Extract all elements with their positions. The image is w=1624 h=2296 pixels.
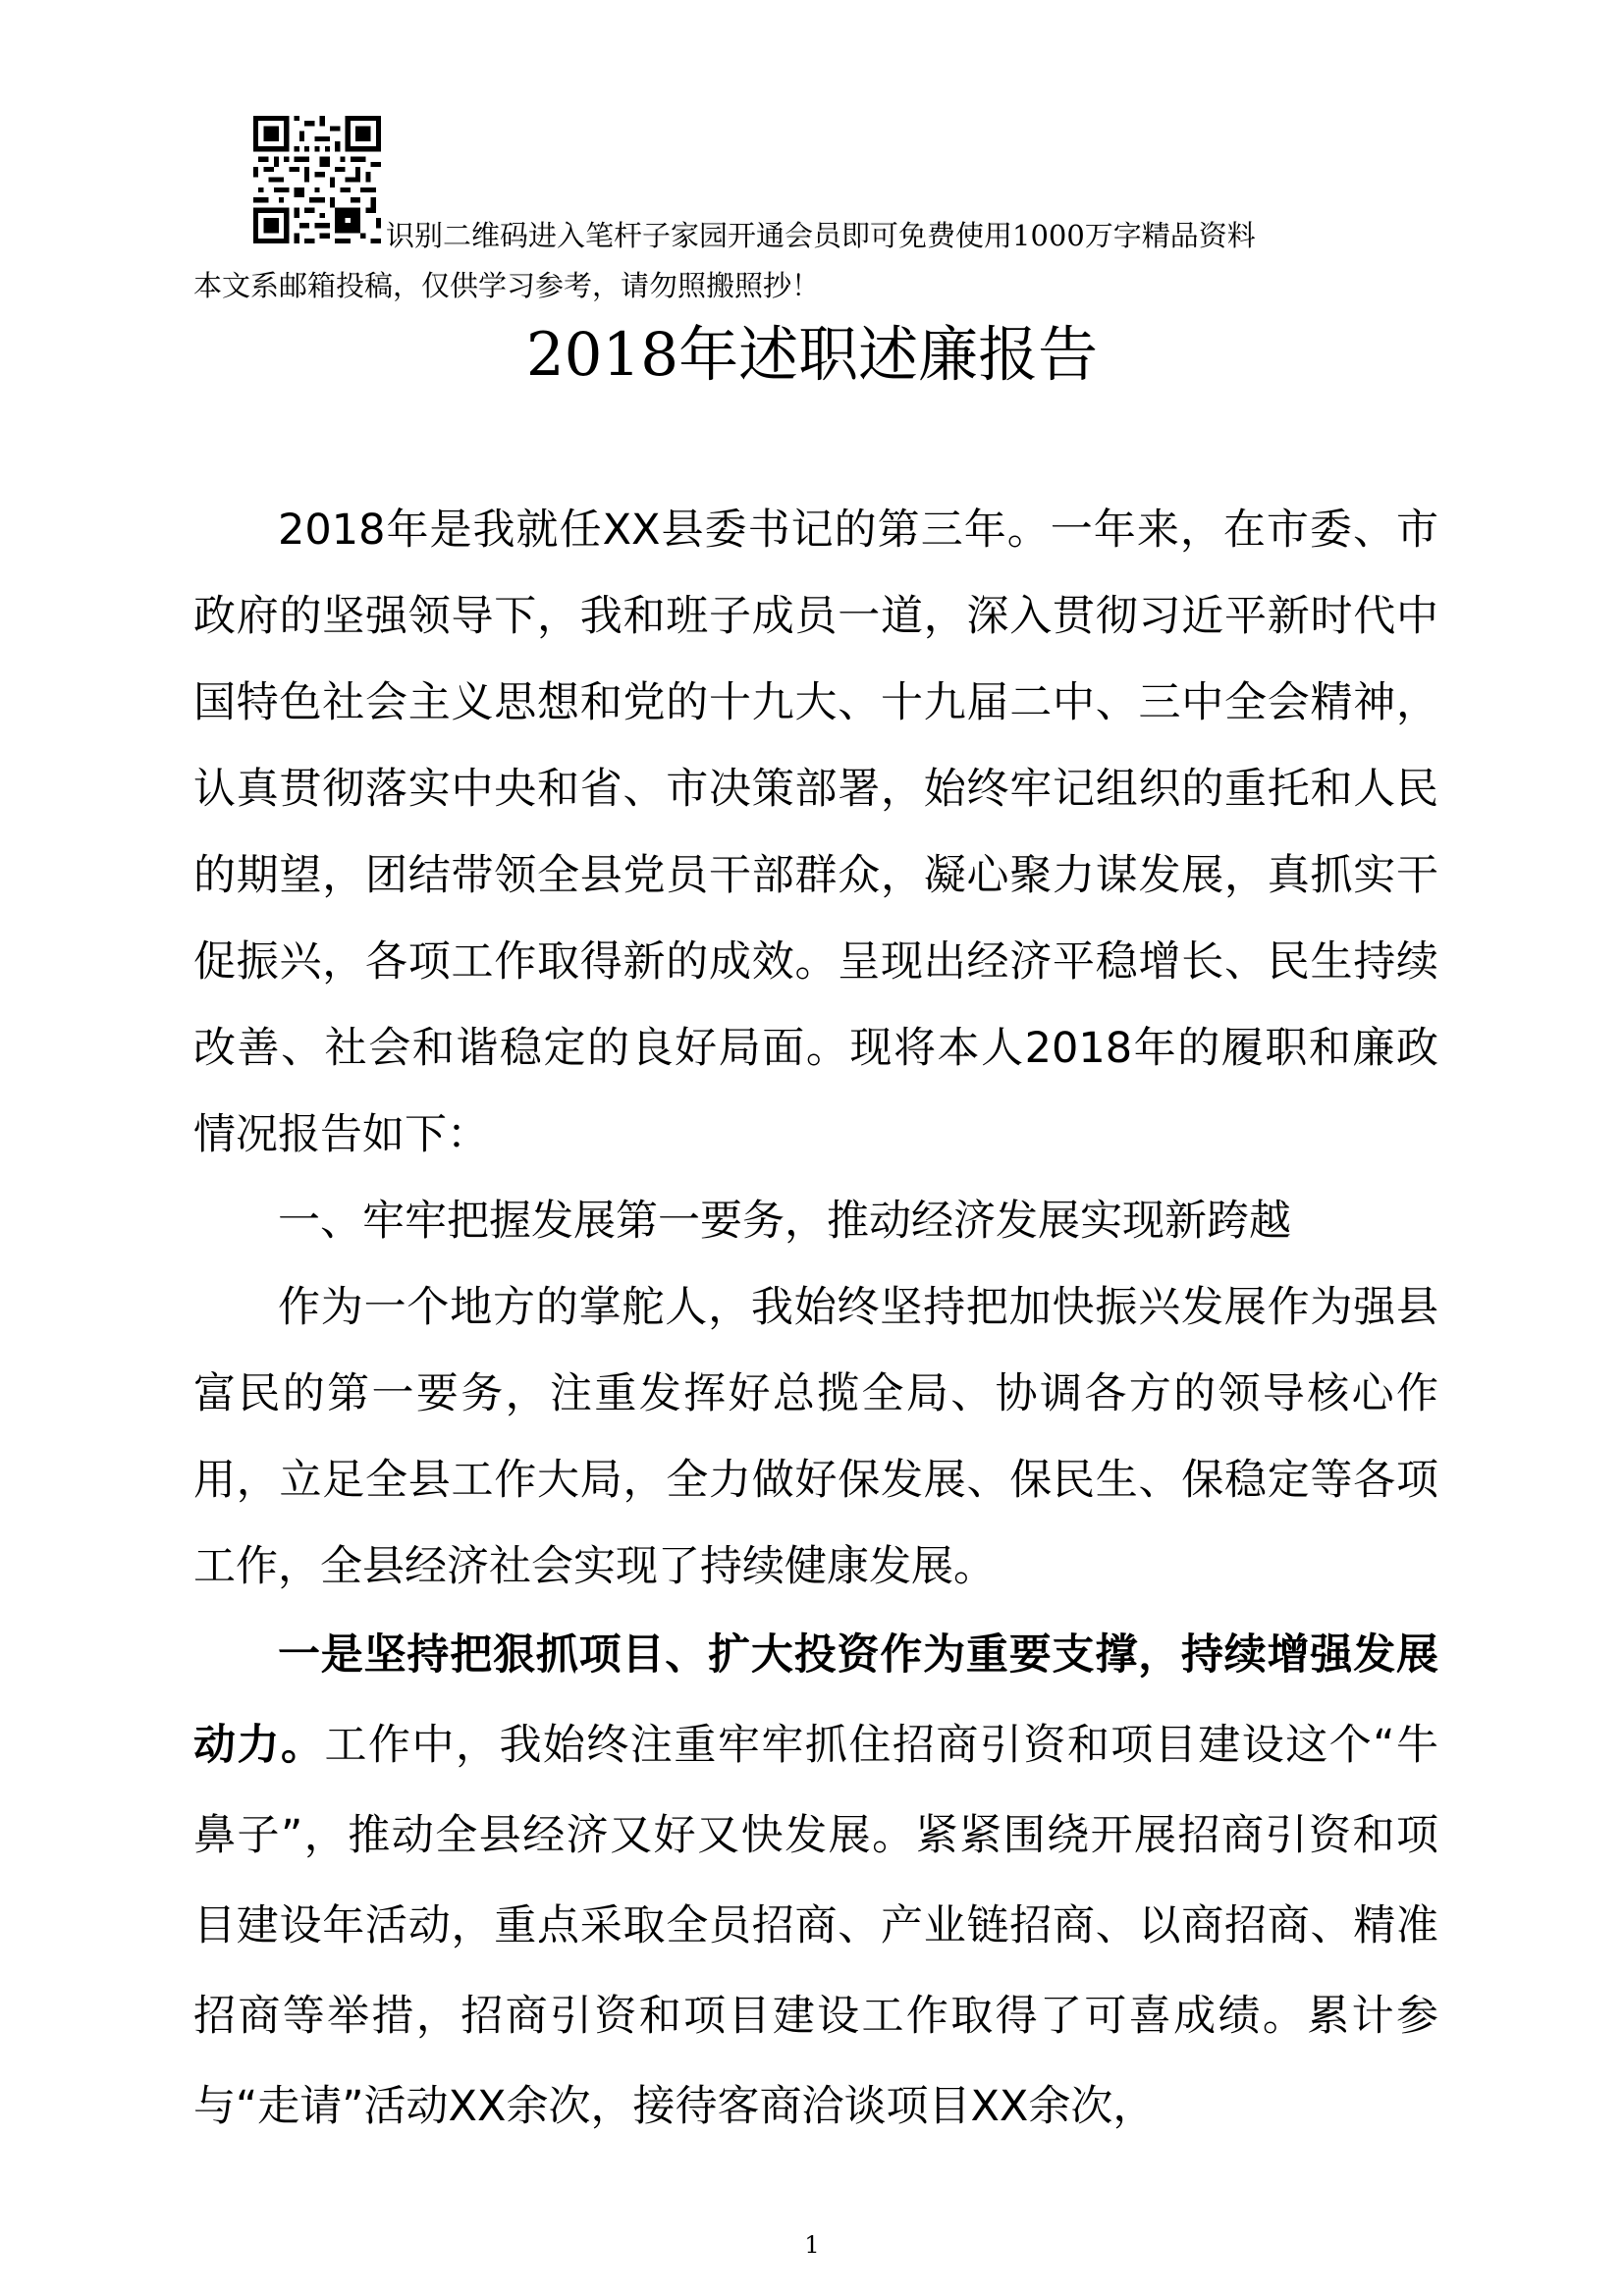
disclaimer-note: 本文系邮箱投稿，仅供学习参考，请勿照搬照抄！ [193,269,821,302]
section-paragraph: 作为一个地方的掌舵人，我始终坚持把加快振兴发展作为强县富民的第一要务，注重发挥好总揽全局、协调各方的领导核心作用，立足全县工作大局，全力做好保发展、保民生、保稳定等各项工作，全县经济社会实现了持续健康发展。 [193,1283,1438,1591]
point-lead: 一是坚持把狠抓项目、扩大投资作为重要支撑，持续增强发展动力。 [193,1630,1438,1770]
document-body [193,487,1438,2152]
qr-caption: 识别二维码进入笔杆子家园开通会员即可免费使用1000万字精品资料 [386,219,1256,252]
intro-paragraph: 2018年是我就任XX县委书记的第三年。一年来，在市委、市政府的坚强领导下，我和班子成员一道，深入贯彻习近平新时代中国特色社会主义思想和党的十九大、十九届二中、三中全会精神，认真贯彻落实中央和省、市决策部署，始终牢记组织的重托和人民的期望，团结带领全县党员干部群众，凝心聚力谋发展，真抓实干促振兴，各项工作取得新的成效。呈现出经济平稳增长、民生持续改善、社会和谐稳定的良好局面。现将本人2018年的履职和廉政情况报告如下： [193,506,1438,1159]
point-text: 工作中，我始终注重牢牢抓住招商引资和项目建设这个“牛鼻子”，推动全县经济又好又快发展。紧紧围绕开展招商引资和项目建设年活动，重点采取全员招商、产业链招商、以商招商、精准招商等举措，招商引资和项目建设工作取得了可喜成绩。累计参与“走请”活动XX余次，接待客商洽谈项目XX余次， [193,1721,1439,2131]
point-paragraph [193,1610,1438,2152]
section-heading: 一、牢牢把握发展第一要务，推动经济发展实现新跨越 [278,1197,1291,1246]
document-title: 2018年述职述廉报告 [525,320,1099,390]
qr-code-image [253,116,381,243]
page-number: 1 [804,2231,820,2259]
